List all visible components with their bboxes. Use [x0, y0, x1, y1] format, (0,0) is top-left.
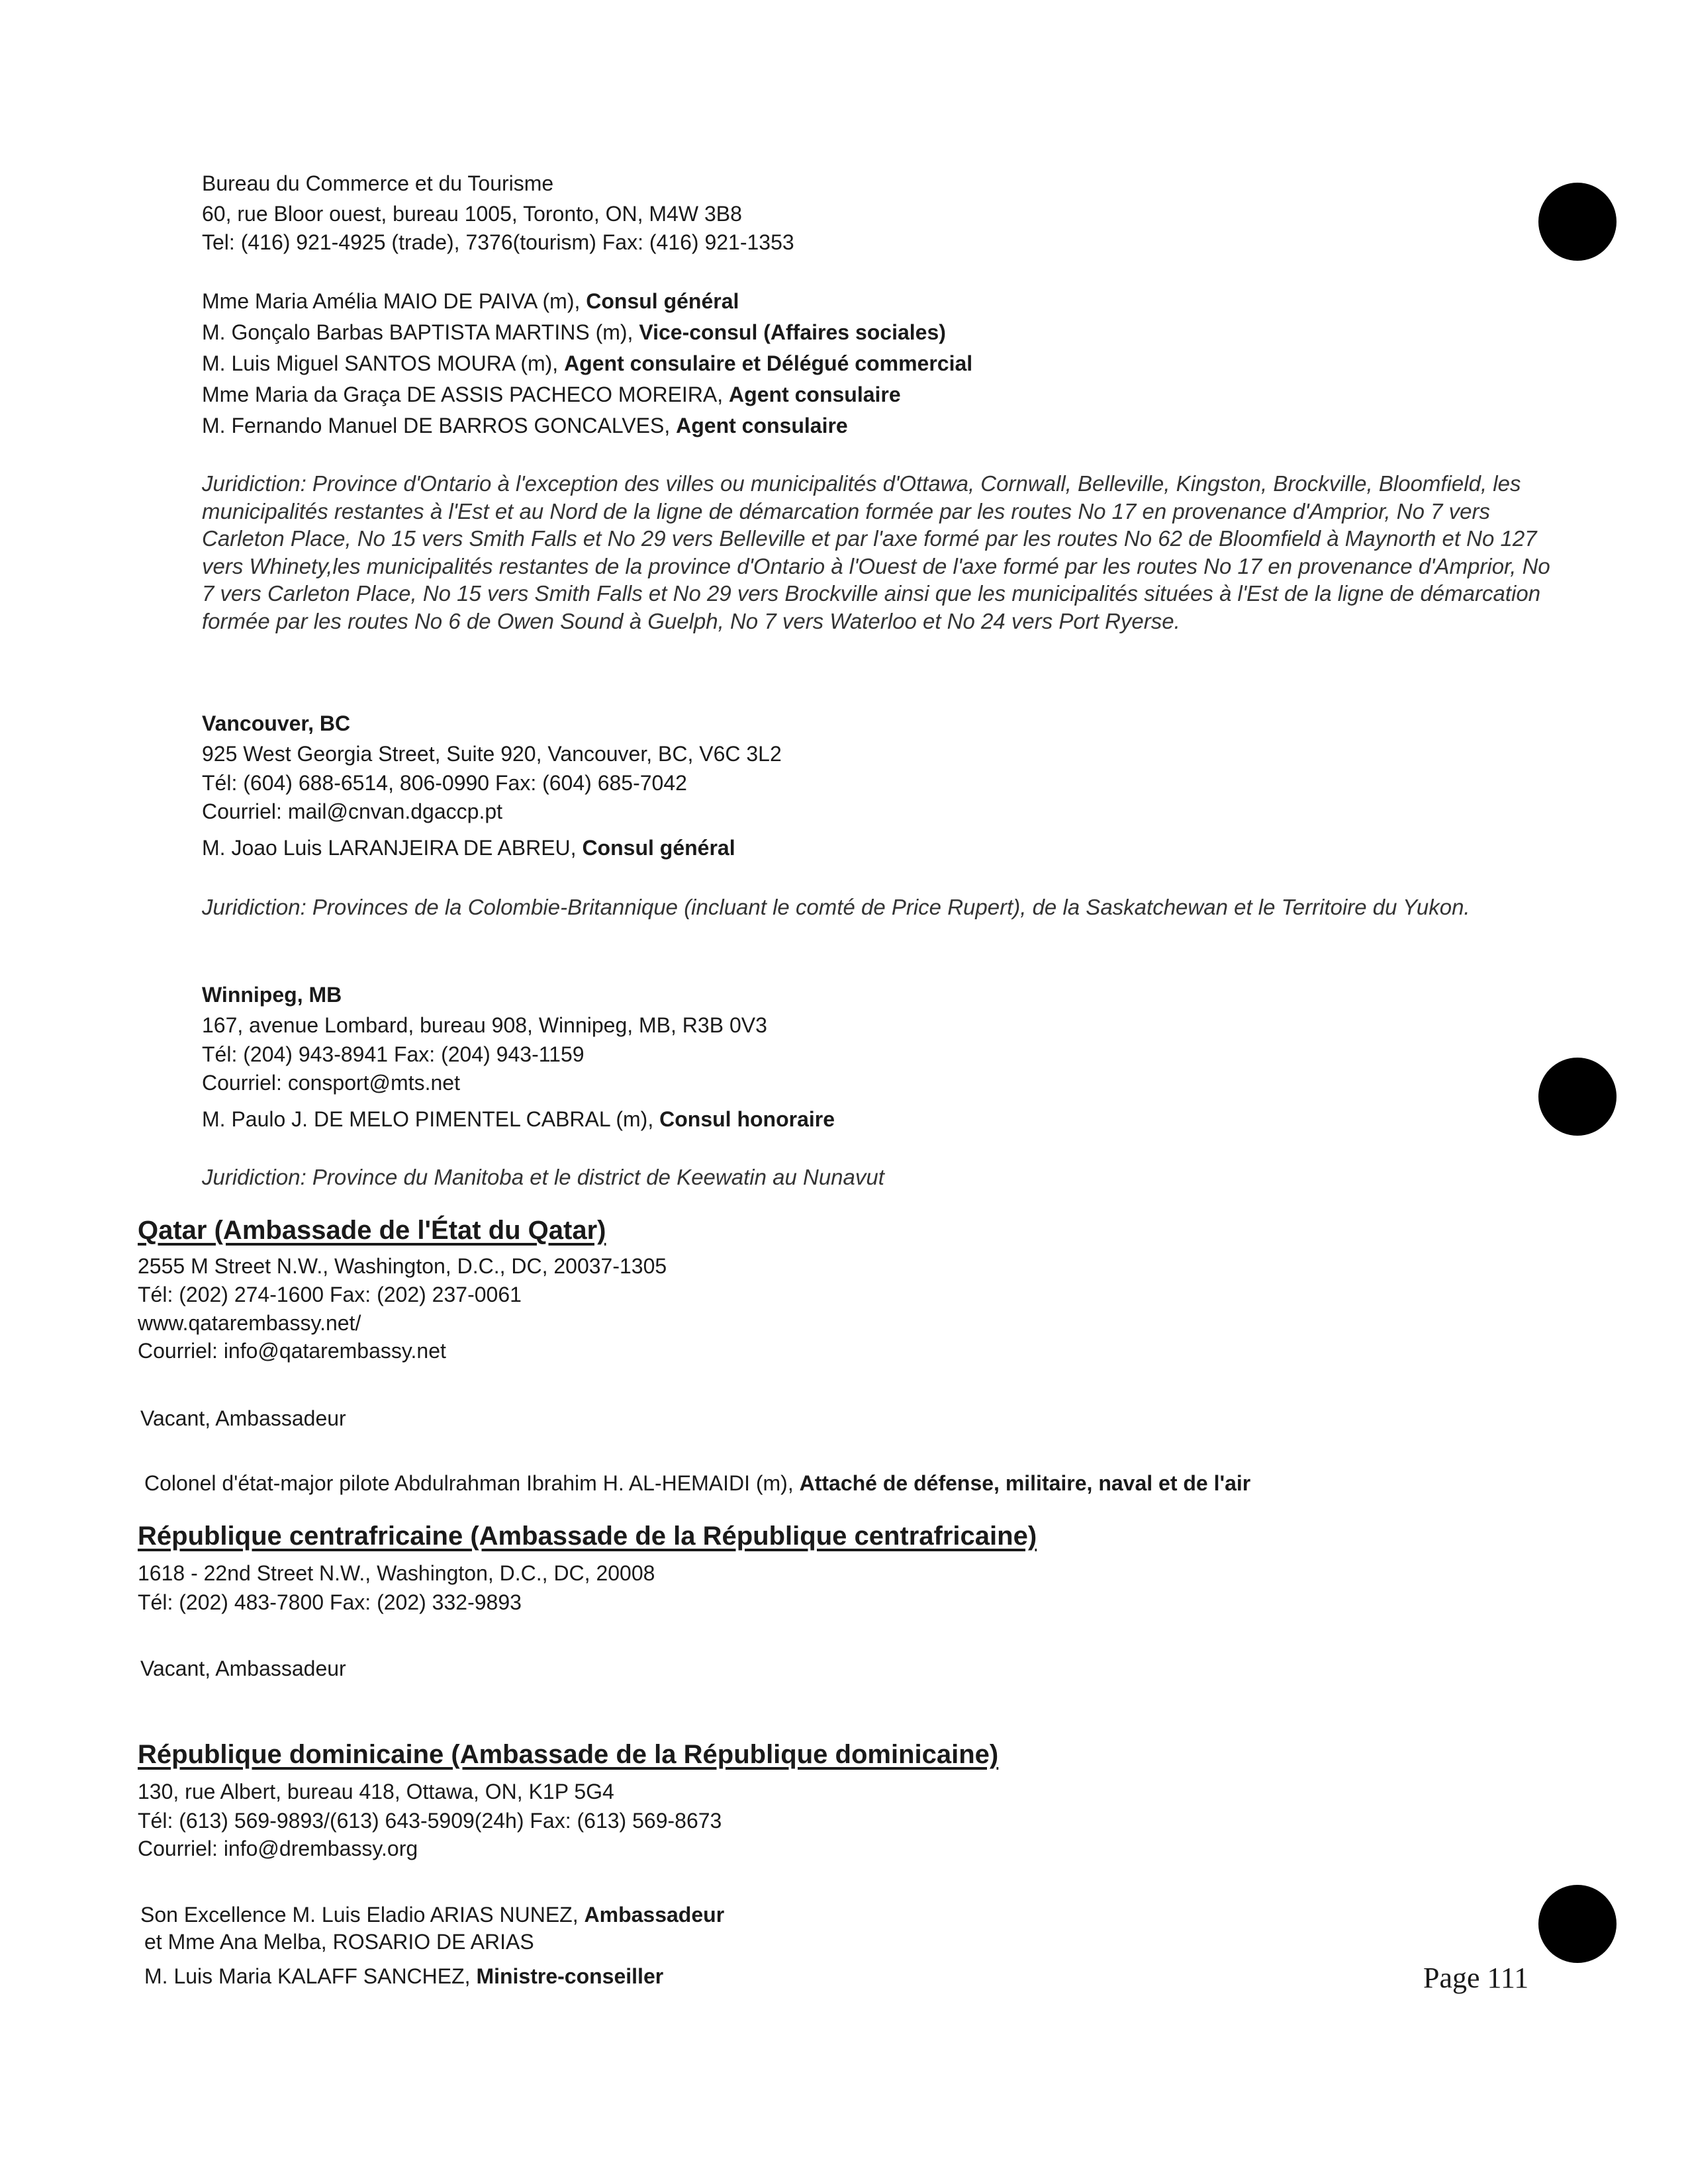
- qatar-email: Courriel: info@qatarembassy.net: [138, 1339, 446, 1363]
- centrafrique-vacant: Vacant, Ambassadeur: [140, 1657, 346, 1680]
- dominicaine-tel: Tél: (613) 569-9893/(613) 643-5909(24h) Fax: (613) 569-8673: [138, 1809, 722, 1833]
- office-name: Bureau du Commerce et du Tourisme: [202, 171, 554, 195]
- person-row: M. Paulo J. DE MELO PIMENTEL CABRAL (m), Consul honoraire: [202, 1107, 835, 1131]
- city-heading-winnipeg: Winnipeg, MB: [202, 983, 342, 1007]
- person-row: M. Gonçalo Barbas BAPTISTA MARTINS (m), Vice-consul (Affaires sociales): [202, 320, 946, 344]
- punch-hole-top: [1538, 183, 1617, 261]
- city-heading-vancouver: Vancouver, BC: [202, 711, 351, 735]
- office-tel: Tel: (416) 921-4925 (trade), 7376(tourism) Fax: (416) 921-1353: [202, 230, 794, 254]
- person-row: M. Fernando Manuel DE BARROS GONCALVES, Agent consulaire: [202, 414, 848, 437]
- qatar-tel: Tél: (202) 274-1600 Fax: (202) 237-0061: [138, 1283, 522, 1306]
- winnipeg-email: Courriel: consport@mts.net: [202, 1071, 460, 1095]
- vancouver-tel: Tél: (604) 688-6514, 806-0990 Fax: (604) 685-7042: [202, 771, 687, 795]
- person-row: Colonel d'état-major pilote Abdulrahman Ibrahim H. AL-HEMAIDI (m), Attaché de défense, militaire, naval et de l'air: [144, 1471, 1251, 1495]
- person-row: M. Luis Miguel SANTOS MOURA (m), Agent consulaire et Délégué commercial: [202, 351, 973, 375]
- section-title-centrafrique: République centrafricaine (Ambassade de la République centrafricaine): [138, 1522, 1037, 1551]
- dominicaine-email: Courriel: info@drembassy.org: [138, 1837, 418, 1860]
- qatar-address: 2555 M Street N.W., Washington, D.C., DC, 20037-1305: [138, 1254, 667, 1278]
- punch-hole-middle: [1538, 1058, 1617, 1136]
- person-row: M. Joao Luis LARANJEIRA DE ABREU, Consul général: [202, 836, 735, 860]
- person-row: Son Excellence M. Luis Eladio ARIAS NUNEZ, Ambassadeur: [140, 1903, 725, 1927]
- jurisdiction-text: Juridiction: Province d'Ontario à l'exception des villes ou municipalités d'Ottawa, Cornwall, Belleville, Kingston, Brockville, Bloomfield, les municipalités restantes à l'Est et au Nord de la ligne de démarcation formée par les routes No 17 en provenance d'Amprior, No 7 vers Carleton Place, No 15 vers Smith Falls et No 29 vers Belleville et par l'axe formé par les routes No 62 de Bloomfield à Maynorth et No 127 vers Whinety,les municipalités restantes de la province d'Ontario à l'Ouest de l'axe formé par les routes No 17 en provenance d'Amprior, No 7 vers Carleton Place, No 15 vers Smith Falls et No 29 vers Brockville ainsi que les municipalités situées à l'Est de la ligne de démarcation formée par les routes No 6 de Owen Sound à Guelph, No 7 vers Waterloo et No 24 vers Port Ryerse.: [202, 471, 1550, 633]
- qatar-vacant: Vacant, Ambassadeur: [140, 1406, 346, 1430]
- punch-hole-bottom: [1538, 1885, 1617, 1963]
- person-row: Mme Maria da Graça DE ASSIS PACHECO MOREIRA, Agent consulaire: [202, 383, 901, 406]
- office-address: 60, rue Bloor ouest, bureau 1005, Toronto, ON, M4W 3B8: [202, 202, 742, 226]
- page-number: Page 111: [1423, 1962, 1529, 1994]
- dominicaine-address: 130, rue Albert, bureau 418, Ottawa, ON, K1P 5G4: [138, 1780, 614, 1803]
- jurisdiction-text: Juridiction: Provinces de la Colombie-Britannique (incluant le comté de Price Rupert), de la Saskatchewan et le Territoire du Yukon.: [202, 895, 1470, 919]
- winnipeg-address: 167, avenue Lombard, bureau 908, Winnipeg, MB, R3B 0V3: [202, 1013, 767, 1037]
- person-row: Mme Maria Amélia MAIO DE PAIVA (m), Consul général: [202, 289, 739, 313]
- centrafrique-address: 1618 - 22nd Street N.W., Washington, D.C., DC, 20008: [138, 1561, 655, 1585]
- vancouver-address: 925 West Georgia Street, Suite 920, Vancouver, BC, V6C 3L2: [202, 742, 782, 766]
- jurisdiction-text: Juridiction: Province du Manitoba et le district de Keewatin au Nunavut: [202, 1165, 884, 1189]
- section-title-qatar: Qatar (Ambassade de l'État du Qatar): [138, 1216, 606, 1245]
- person-row: M. Luis Maria KALAFF SANCHEZ, Ministre-conseiller: [144, 1964, 664, 1988]
- vancouver-email: Courriel: mail@cnvan.dgaccp.pt: [202, 799, 503, 823]
- section-title-dominicaine: République dominicaine (Ambassade de la République dominicaine): [138, 1740, 999, 1769]
- winnipeg-tel: Tél: (204) 943-8941 Fax: (204) 943-1159: [202, 1042, 585, 1066]
- spouse-row: et Mme Ana Melba, ROSARIO DE ARIAS: [144, 1930, 534, 1954]
- qatar-website-link[interactable]: www.qatarembassy.net/: [138, 1311, 361, 1335]
- centrafrique-tel: Tél: (202) 483-7800 Fax: (202) 332-9893: [138, 1590, 522, 1614]
